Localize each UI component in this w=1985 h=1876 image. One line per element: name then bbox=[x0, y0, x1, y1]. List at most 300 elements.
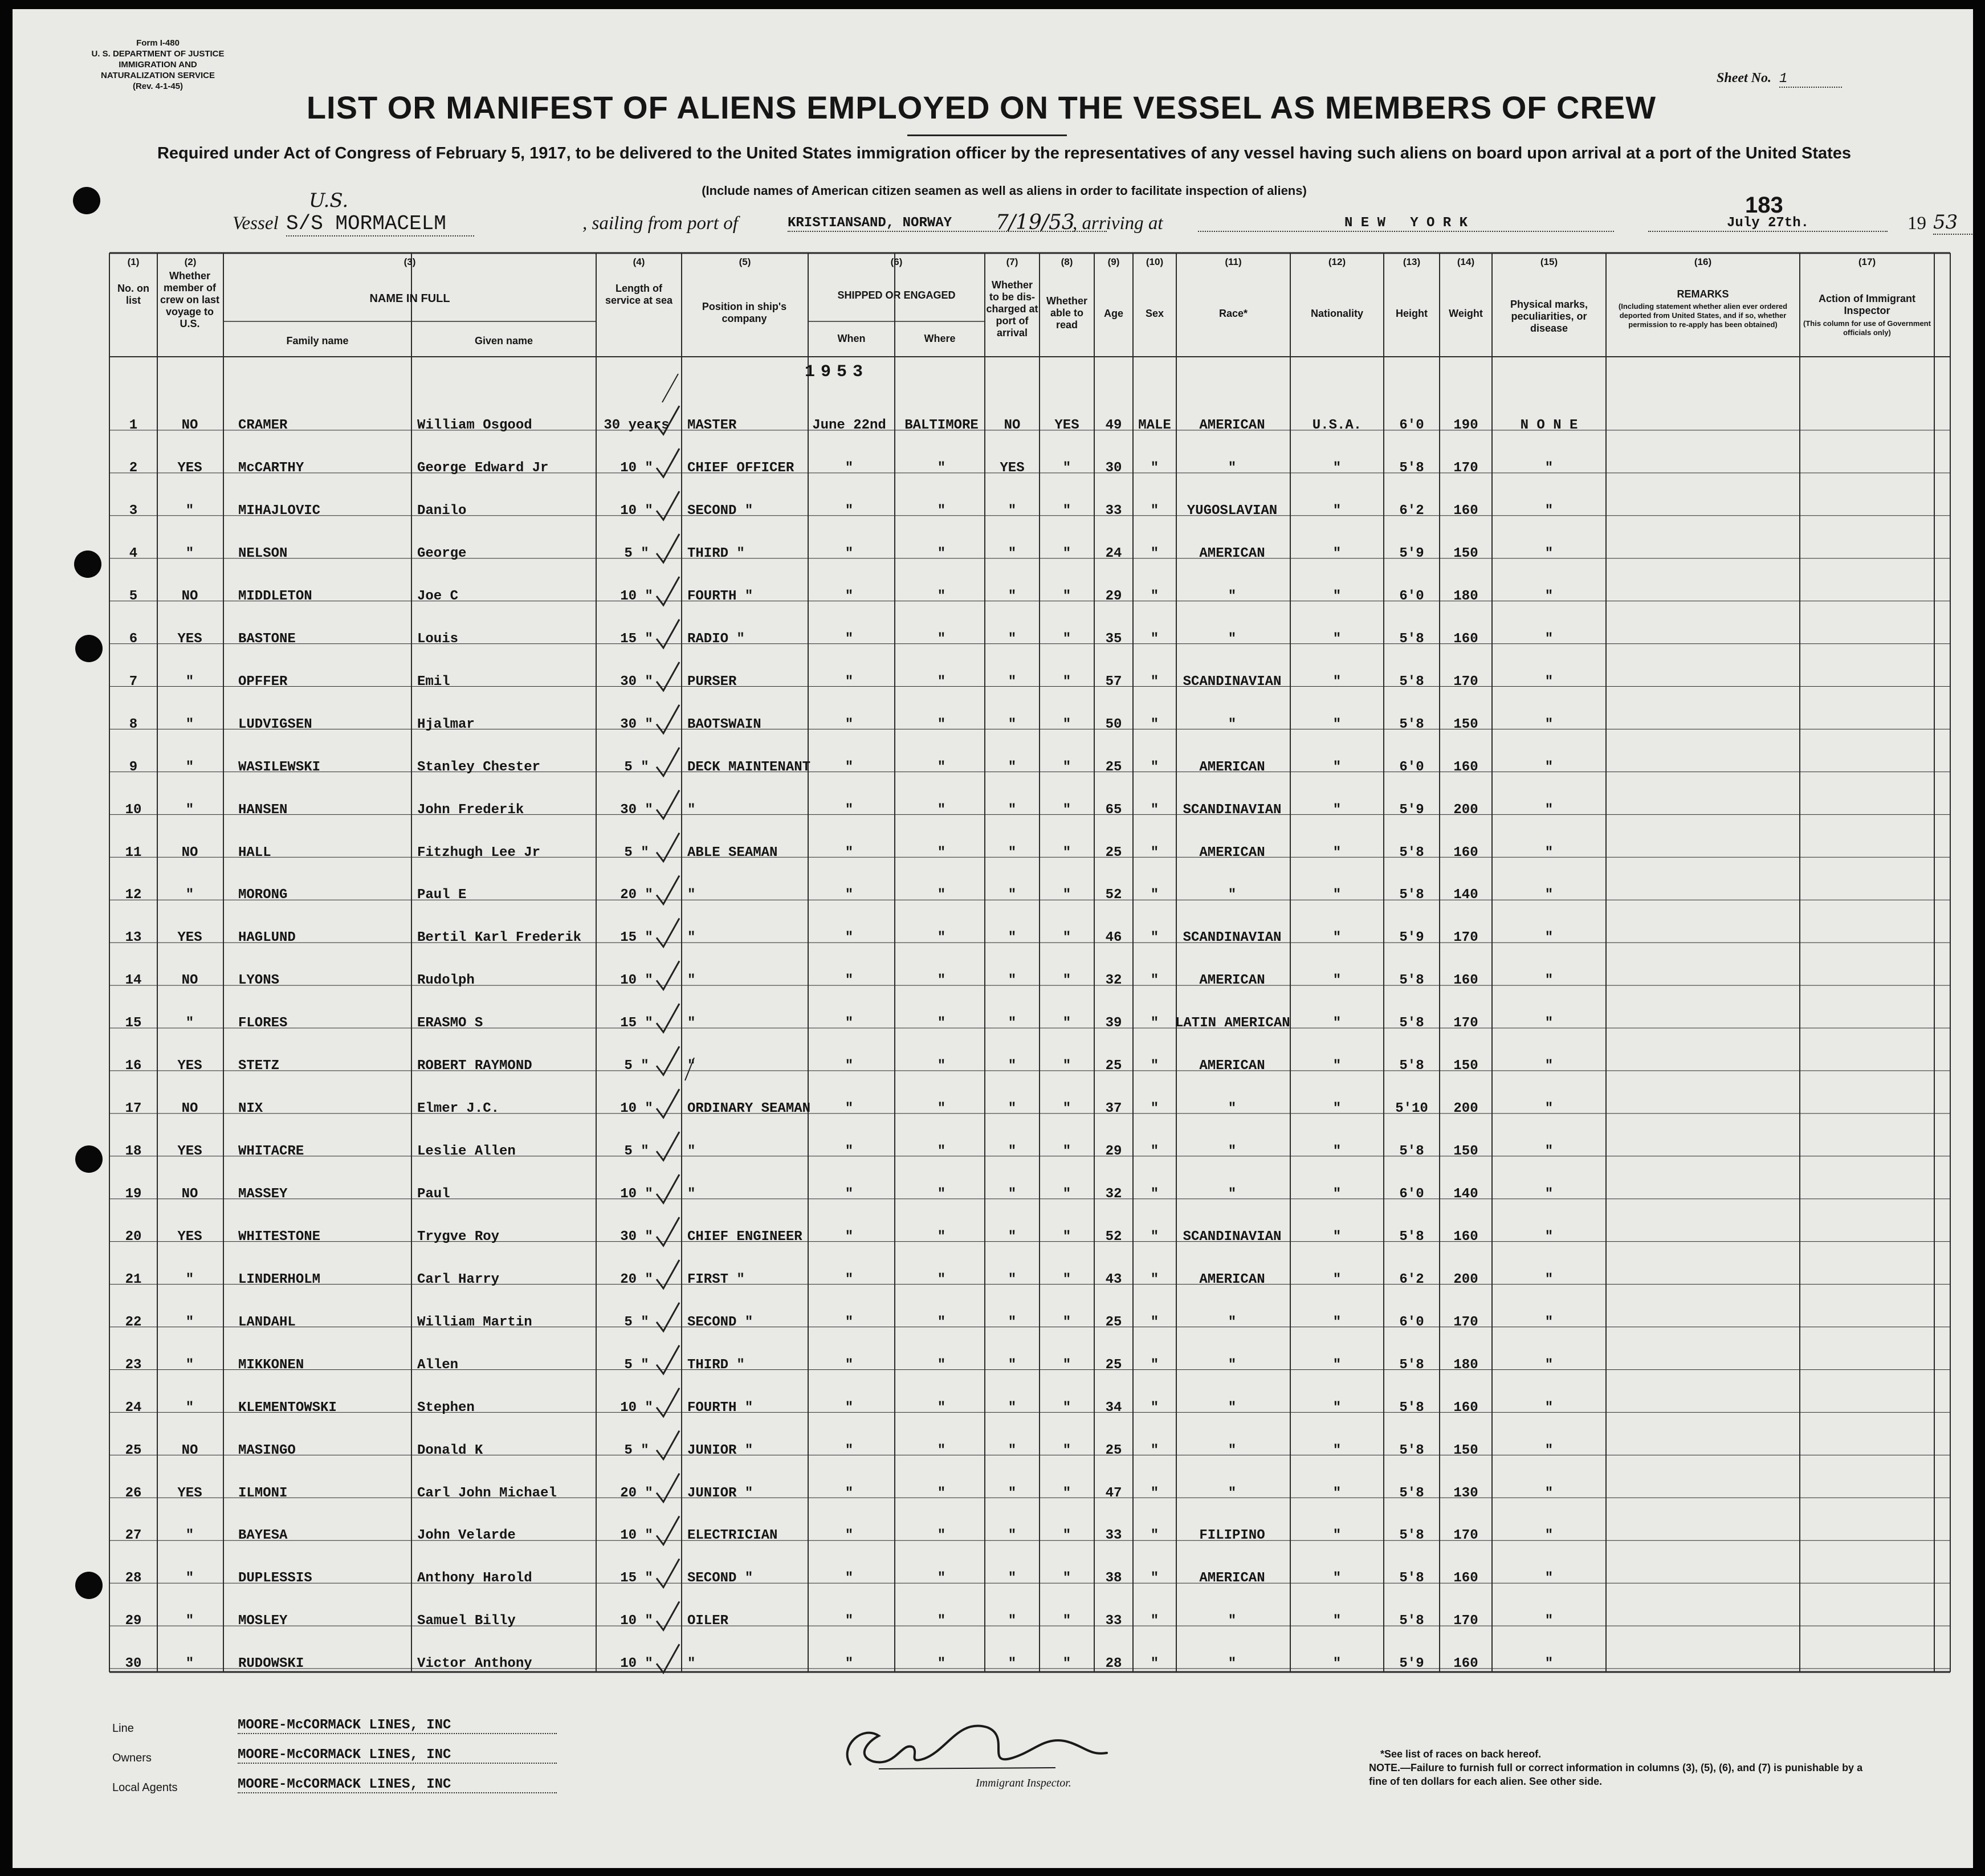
column-number: (15) bbox=[1540, 256, 1558, 267]
cell-family: FLORES bbox=[238, 1016, 288, 1031]
cell-age: 33 bbox=[1105, 503, 1122, 519]
cell-marks: " bbox=[1544, 716, 1554, 732]
agents-label: Local Agents bbox=[112, 1781, 178, 1794]
cell-given: Bertil Karl Frederik bbox=[417, 930, 582, 946]
sailing-label: , sailing from port of bbox=[582, 213, 738, 234]
cell-sex: " bbox=[1150, 546, 1159, 562]
sheet-number-label: Sheet No. bbox=[1717, 71, 1771, 85]
cell-position: RADIO " bbox=[687, 631, 745, 647]
cell-age: 49 bbox=[1105, 418, 1122, 434]
cell-prev: YES bbox=[177, 930, 202, 946]
cell-sex: " bbox=[1150, 503, 1159, 519]
cell-height: 5'8 bbox=[1399, 1357, 1424, 1373]
cell-family: NELSON bbox=[238, 546, 288, 562]
cell-when: " bbox=[845, 1613, 854, 1629]
cell-when: June 22nd bbox=[812, 418, 886, 434]
cell-position: " bbox=[687, 1058, 696, 1074]
cell-given: John Frederik bbox=[417, 802, 524, 818]
cell-height: 6'2 bbox=[1399, 1271, 1424, 1287]
cell-family: MASINGO bbox=[238, 1442, 296, 1458]
cell-family: OPFFER bbox=[238, 674, 288, 690]
cell-race: AMERICAN bbox=[1199, 1271, 1265, 1287]
cell-race: " bbox=[1228, 1400, 1237, 1416]
cell-where: " bbox=[937, 546, 946, 562]
cell-given: Paul E bbox=[417, 887, 467, 903]
cell-when: " bbox=[845, 1442, 854, 1458]
cell-no: 15 bbox=[125, 1016, 142, 1031]
cell-no: 13 bbox=[125, 930, 142, 946]
form-revision: (Rev. 4-1-45) bbox=[132, 81, 184, 91]
cell-sex: " bbox=[1150, 1271, 1159, 1287]
cell-given: Stanley Chester bbox=[417, 759, 541, 775]
cell-nationality: " bbox=[1332, 1101, 1342, 1117]
cell-weight: 160 bbox=[1453, 1656, 1478, 1672]
cell-position: CHIEF OFFICER bbox=[687, 460, 794, 476]
cell-given: Emil bbox=[417, 674, 450, 690]
cell-age: 33 bbox=[1105, 1613, 1122, 1629]
cell-when: " bbox=[845, 973, 854, 989]
cell-height: 5'8 bbox=[1399, 631, 1424, 647]
cell-age: 50 bbox=[1105, 716, 1122, 732]
inspector-signature bbox=[816, 1702, 1112, 1781]
col-header-read: Whether able to read bbox=[1046, 295, 1087, 331]
cell-nationality: " bbox=[1332, 1571, 1342, 1587]
cell-family: LANDAHL bbox=[238, 1314, 296, 1330]
cell-age: 47 bbox=[1105, 1485, 1122, 1501]
cell-weight: 140 bbox=[1453, 887, 1478, 903]
cell-discharged: " bbox=[1008, 1271, 1017, 1287]
cell-no: 20 bbox=[125, 1229, 142, 1245]
cell-service: 20 " bbox=[620, 887, 653, 903]
cell-position: " bbox=[687, 1144, 696, 1160]
cell-marks: " bbox=[1544, 1058, 1554, 1074]
cell-sex: " bbox=[1150, 1656, 1159, 1672]
cell-race: " bbox=[1228, 887, 1237, 903]
cell-service: 20 " bbox=[620, 1271, 653, 1287]
cell-position: SECOND " bbox=[687, 1571, 753, 1587]
cell-sex: " bbox=[1150, 460, 1159, 476]
cell-race: AMERICAN bbox=[1199, 759, 1265, 775]
col-header-shipped: SHIPPED OR ENGAGED bbox=[837, 289, 956, 301]
cell-nationality: " bbox=[1332, 1400, 1342, 1416]
cell-discharged: " bbox=[1008, 631, 1017, 647]
cell-service: 5 " bbox=[624, 1058, 649, 1074]
cell-height: 5'9 bbox=[1399, 930, 1424, 946]
cell-no: 9 bbox=[129, 759, 138, 775]
cell-prev: " bbox=[185, 1613, 194, 1629]
cell-marks: " bbox=[1544, 1485, 1554, 1501]
arrival-date: July 27th. bbox=[1648, 215, 1888, 232]
cell-race: " bbox=[1228, 716, 1237, 732]
agents-value: MOORE-McCORMACK LINES, INC bbox=[238, 1777, 557, 1793]
cell-age: 25 bbox=[1105, 1442, 1122, 1458]
col-header-no: No. on list bbox=[117, 283, 149, 306]
column-number: (11) bbox=[1225, 256, 1242, 267]
cell-sex: " bbox=[1150, 1485, 1159, 1501]
cell-nationality: " bbox=[1332, 716, 1342, 732]
cell-nationality: " bbox=[1332, 1186, 1342, 1202]
cell-service: 30 " bbox=[620, 1229, 653, 1245]
cell-when: " bbox=[845, 1357, 854, 1373]
reference-number: 183 bbox=[1745, 193, 1783, 218]
cell-prev: YES bbox=[177, 1058, 202, 1074]
col-header-height: Height bbox=[1396, 308, 1428, 319]
col-header-when: When bbox=[837, 333, 866, 344]
cell-when: " bbox=[845, 1528, 854, 1544]
cell-position: " bbox=[687, 1656, 696, 1672]
cell-when: " bbox=[845, 1058, 854, 1074]
cell-family: LINDERHOLM bbox=[238, 1271, 321, 1287]
cell-service: 10 " bbox=[620, 1613, 653, 1629]
cell-marks: " bbox=[1544, 1271, 1554, 1287]
cell-sex: " bbox=[1150, 716, 1159, 732]
cell-prev: NO bbox=[181, 1101, 198, 1117]
cell-where: " bbox=[937, 674, 946, 690]
cell-given: Louis bbox=[417, 631, 459, 647]
cell-height: 5'8 bbox=[1399, 887, 1424, 903]
cell-nationality: " bbox=[1332, 845, 1342, 860]
cell-prev: " bbox=[185, 802, 194, 818]
cell-marks: " bbox=[1544, 1400, 1554, 1416]
cell-height: 5'8 bbox=[1399, 716, 1424, 732]
cell-family: KLEMENTOWSKI bbox=[238, 1400, 337, 1416]
cell-position: FIRST " bbox=[687, 1271, 745, 1287]
cell-sex: " bbox=[1150, 887, 1159, 903]
cell-given: Paul bbox=[417, 1186, 450, 1202]
cell-race: " bbox=[1228, 1485, 1237, 1501]
cell-age: 25 bbox=[1105, 1357, 1122, 1373]
cell-discharged: " bbox=[1008, 1571, 1017, 1587]
cell-marks: " bbox=[1544, 973, 1554, 989]
cell-where: " bbox=[937, 1357, 946, 1373]
cell-given: Leslie Allen bbox=[417, 1144, 516, 1160]
cell-family: NIX bbox=[238, 1101, 263, 1117]
cell-position: ELECTRICIAN bbox=[687, 1528, 778, 1544]
cell-discharged: " bbox=[1008, 1656, 1017, 1672]
cell-race: " bbox=[1228, 460, 1237, 476]
cell-height: 5'8 bbox=[1399, 1229, 1424, 1245]
cell-nationality: " bbox=[1332, 631, 1342, 647]
cell-age: 52 bbox=[1105, 1229, 1122, 1245]
col-header-given: Given name bbox=[474, 335, 533, 346]
col-header-remarks: REMARKS bbox=[1677, 288, 1729, 300]
cell-when: " bbox=[845, 503, 854, 519]
year-prefix: 19 bbox=[1907, 213, 1926, 234]
cell-weight: 160 bbox=[1453, 631, 1478, 647]
col-header-position: Position in ship's company bbox=[702, 301, 787, 324]
cell-marks: " bbox=[1544, 460, 1554, 476]
col-header-race: Race* bbox=[1218, 308, 1248, 319]
cell-discharged: " bbox=[1008, 1528, 1017, 1544]
cell-race: SCANDINAVIAN bbox=[1183, 674, 1282, 690]
cell-sex: " bbox=[1150, 631, 1159, 647]
cell-no: 1 bbox=[129, 418, 138, 434]
cell-given: Danilo bbox=[417, 503, 467, 519]
cell-where: " bbox=[937, 1656, 946, 1672]
col-header-where: Where bbox=[924, 333, 956, 344]
cell-nationality: " bbox=[1332, 1485, 1342, 1501]
cell-age: 46 bbox=[1105, 930, 1122, 946]
cell-weight: 160 bbox=[1453, 759, 1478, 775]
line-label: Line bbox=[112, 1722, 134, 1735]
cell-given: William Martin bbox=[417, 1314, 532, 1330]
footer-notes bbox=[1369, 1747, 1870, 1788]
cell-given: Allen bbox=[417, 1357, 459, 1373]
cell-nationality: " bbox=[1332, 1314, 1342, 1330]
cell-when: " bbox=[845, 588, 854, 604]
cell-age: 25 bbox=[1105, 845, 1122, 860]
cell-marks: " bbox=[1544, 1314, 1554, 1330]
cell-sex: " bbox=[1150, 1229, 1159, 1245]
col-header-weight: Weight bbox=[1449, 308, 1483, 319]
col-header-discharged: Whether to be dis-charged at port of arrival bbox=[986, 279, 1038, 339]
cell-race: YUGOSLAVIAN bbox=[1187, 503, 1278, 519]
cell-prev: " bbox=[185, 1528, 194, 1544]
column-number: (8) bbox=[1061, 256, 1073, 267]
cell-given: John Velarde bbox=[417, 1528, 516, 1544]
cell-nationality: " bbox=[1332, 1058, 1342, 1074]
cell-read: " bbox=[1062, 546, 1071, 562]
page-subnote: (Include names of American citizen seamen as well as aliens in order to facilitate inspection of aliens) bbox=[702, 183, 1307, 198]
cell-when: " bbox=[845, 674, 854, 690]
column-number: (14) bbox=[1457, 256, 1475, 267]
col-header-age: Age bbox=[1103, 308, 1123, 319]
cell-position: JUNIOR " bbox=[687, 1485, 753, 1501]
cell-no: 6 bbox=[129, 631, 138, 647]
cell-marks: " bbox=[1544, 1613, 1554, 1629]
cell-where: " bbox=[937, 1528, 946, 1544]
cell-family: MORONG bbox=[238, 887, 288, 903]
column-number: (17) bbox=[1858, 256, 1876, 267]
cell-race: " bbox=[1228, 631, 1237, 647]
cell-age: 52 bbox=[1105, 887, 1122, 903]
cell-marks: " bbox=[1544, 503, 1554, 519]
column-number: (12) bbox=[1328, 256, 1346, 267]
form-identifier bbox=[81, 38, 235, 92]
cell-age: 43 bbox=[1105, 1271, 1122, 1287]
binder-hole bbox=[73, 187, 100, 214]
cell-age: 34 bbox=[1105, 1400, 1122, 1416]
cell-discharged: " bbox=[1008, 1314, 1017, 1330]
cell-discharged: " bbox=[1008, 1400, 1017, 1416]
column-number: (1) bbox=[127, 256, 140, 267]
cell-prev: YES bbox=[177, 631, 202, 647]
cell-discharged: " bbox=[1008, 1058, 1017, 1074]
cell-marks: " bbox=[1544, 1229, 1554, 1245]
cell-where: " bbox=[937, 973, 946, 989]
cell-family: WHITESTONE bbox=[238, 1229, 321, 1245]
owners-label: Owners bbox=[112, 1752, 152, 1764]
cell-read: YES bbox=[1054, 418, 1079, 434]
year-suffix: 53 bbox=[1933, 211, 1973, 235]
cell-discharged: " bbox=[1008, 503, 1017, 519]
cell-position: ABLE SEAMAN bbox=[687, 845, 778, 860]
cell-discharged: " bbox=[1008, 1485, 1017, 1501]
cell-nationality: " bbox=[1332, 1229, 1342, 1245]
cell-given: William Osgood bbox=[417, 418, 532, 434]
column-number: (5) bbox=[739, 256, 751, 267]
cell-prev: " bbox=[185, 887, 194, 903]
cell-discharged: " bbox=[1008, 1442, 1017, 1458]
cell-race: FILIPINO bbox=[1199, 1528, 1265, 1544]
cell-prev: NO bbox=[181, 973, 198, 989]
cell-height: 6'0 bbox=[1399, 1314, 1424, 1330]
cell-nationality: " bbox=[1332, 759, 1342, 775]
footer-agents-row bbox=[112, 1777, 451, 1795]
cell-where: " bbox=[937, 1271, 946, 1287]
cell-read: " bbox=[1062, 973, 1071, 989]
cell-height: 6'0 bbox=[1399, 588, 1424, 604]
cell-family: LUDVIGSEN bbox=[238, 716, 312, 732]
cell-race: SCANDINAVIAN bbox=[1183, 1229, 1282, 1245]
cell-read: " bbox=[1062, 503, 1071, 519]
cell-service: 10 " bbox=[620, 503, 653, 519]
cell-discharged: " bbox=[1008, 1229, 1017, 1245]
cell-service: 10 " bbox=[620, 1400, 653, 1416]
cell-weight: 150 bbox=[1453, 716, 1478, 732]
cell-no: 5 bbox=[129, 588, 138, 604]
cell-prev: " bbox=[185, 1271, 194, 1287]
cell-prev: " bbox=[185, 503, 194, 519]
penalty-note: NOTE.—Failure to furnish full or correct information in columns (3), (5), (6), and (7) is punishable by a fine of ten dollars for each alien. See other side. bbox=[1369, 1762, 1863, 1787]
cell-when: " bbox=[845, 930, 854, 946]
cell-race: " bbox=[1228, 1656, 1237, 1672]
cell-height: 6'2 bbox=[1399, 503, 1424, 519]
cell-prev: " bbox=[185, 674, 194, 690]
cell-height: 5'8 bbox=[1399, 674, 1424, 690]
cell-where: " bbox=[937, 759, 946, 775]
shipped-year-note: 1953 bbox=[805, 362, 869, 382]
cell-when: " bbox=[845, 1571, 854, 1587]
cell-prev: YES bbox=[177, 460, 202, 476]
cell-family: ILMONI bbox=[238, 1485, 288, 1501]
cell-no: 21 bbox=[125, 1271, 142, 1287]
cell-weight: 200 bbox=[1453, 1271, 1478, 1287]
cell-family: HALL bbox=[238, 845, 271, 860]
cell-where: " bbox=[937, 460, 946, 476]
cell-position: " bbox=[687, 973, 696, 989]
cell-nationality: " bbox=[1332, 1016, 1342, 1031]
cell-marks: " bbox=[1544, 1528, 1554, 1544]
sailing-port: KRISTIANSAND, NORWAY bbox=[788, 215, 1107, 232]
cell-discharged: " bbox=[1008, 1101, 1017, 1117]
cell-age: 32 bbox=[1105, 1186, 1122, 1202]
cell-nationality: " bbox=[1332, 1656, 1342, 1672]
sailing-date: 7/19/53 bbox=[996, 211, 1075, 234]
cell-position: SECOND " bbox=[687, 1314, 753, 1330]
cell-when: " bbox=[845, 1186, 854, 1202]
cell-weight: 170 bbox=[1453, 1613, 1478, 1629]
cell-height: 5'8 bbox=[1399, 1485, 1424, 1501]
cell-age: 39 bbox=[1105, 1016, 1122, 1031]
cell-service: 10 " bbox=[620, 1186, 653, 1202]
cell-prev: NO bbox=[181, 418, 198, 434]
cell-family: LYONS bbox=[238, 973, 280, 989]
cell-where: " bbox=[937, 1442, 946, 1458]
cell-sex: " bbox=[1150, 973, 1159, 989]
cell-family: McCARTHY bbox=[238, 460, 304, 476]
cell-when: " bbox=[845, 1485, 854, 1501]
cell-read: " bbox=[1062, 887, 1071, 903]
cell-position: FOURTH " bbox=[687, 588, 753, 604]
cell-position: PURSER bbox=[687, 674, 737, 690]
cell-read: " bbox=[1062, 1229, 1071, 1245]
col-header-nationality: Nationality bbox=[1310, 308, 1363, 319]
cell-given: Rudolph bbox=[417, 973, 475, 989]
cell-discharged: " bbox=[1008, 973, 1017, 989]
cell-given: Joe C bbox=[417, 588, 459, 604]
cell-service: 5 " bbox=[624, 1144, 649, 1160]
page-title: LIST OR MANIFEST OF ALIENS EMPLOYED ON THE VESSEL AS MEMBERS OF CREW bbox=[306, 89, 1657, 125]
cell-age: 29 bbox=[1105, 588, 1122, 604]
cell-read: " bbox=[1062, 1528, 1071, 1544]
cell-sex: " bbox=[1150, 588, 1159, 604]
cell-family: WASILEWSKI bbox=[238, 759, 321, 775]
cell-sex: " bbox=[1150, 1400, 1159, 1416]
cell-read: " bbox=[1062, 631, 1071, 647]
arriving-label: , arriving at bbox=[1073, 213, 1163, 234]
vessel-label: Vessel bbox=[233, 213, 279, 234]
cell-sex: " bbox=[1150, 1101, 1159, 1117]
cell-family: HAGLUND bbox=[238, 930, 296, 946]
cell-no: 14 bbox=[125, 973, 142, 989]
cell-height: 5'9 bbox=[1399, 1656, 1424, 1672]
col-header-sex: Sex bbox=[1145, 308, 1164, 319]
cell-marks: " bbox=[1544, 845, 1554, 860]
cell-when: " bbox=[845, 1144, 854, 1160]
cell-nationality: " bbox=[1332, 1144, 1342, 1160]
cell-position: THIRD " bbox=[687, 1357, 745, 1373]
cell-position: ORDINARY SEAMAN bbox=[687, 1101, 811, 1117]
col-header-prev-voyage: Whether member of crew on last voyage to U.S. bbox=[160, 270, 220, 329]
cell-read: " bbox=[1062, 674, 1071, 690]
column-number: (16) bbox=[1694, 256, 1712, 267]
cell-position: THIRD " bbox=[687, 546, 745, 562]
cell-no: 12 bbox=[125, 887, 142, 903]
cell-position: DECK MAINTENANT bbox=[687, 759, 811, 775]
cell-weight: 160 bbox=[1453, 845, 1478, 860]
cell-family: WHITACRE bbox=[238, 1144, 304, 1160]
cell-nationality: " bbox=[1332, 1442, 1342, 1458]
cell-age: 30 bbox=[1105, 460, 1122, 476]
cell-where: " bbox=[937, 1400, 946, 1416]
cell-prev: " bbox=[185, 1357, 194, 1373]
cell-read: " bbox=[1062, 1571, 1071, 1587]
inspector-label: Immigrant Inspector. bbox=[976, 1777, 1071, 1789]
cell-sex: " bbox=[1150, 1613, 1159, 1629]
cell-height: 5'8 bbox=[1399, 1613, 1424, 1629]
cell-where: " bbox=[937, 930, 946, 946]
cell-height: 5'8 bbox=[1399, 460, 1424, 476]
cell-service: 10 " bbox=[620, 1656, 653, 1672]
cell-read: " bbox=[1062, 1357, 1071, 1373]
cell-discharged: " bbox=[1008, 674, 1017, 690]
cell-no: 25 bbox=[125, 1442, 142, 1458]
cell-discharged: " bbox=[1008, 588, 1017, 604]
cell-weight: 170 bbox=[1453, 930, 1478, 946]
cell-discharged: " bbox=[1008, 887, 1017, 903]
cell-family: DUPLESSIS bbox=[238, 1571, 312, 1587]
footer-line-row bbox=[112, 1718, 451, 1735]
cell-race: AMERICAN bbox=[1199, 546, 1265, 562]
col-header-family: Family name bbox=[286, 335, 349, 346]
col-header-service: Length of service at sea bbox=[605, 283, 673, 306]
cell-no: 26 bbox=[125, 1485, 142, 1501]
cell-height: 6'0 bbox=[1399, 759, 1424, 775]
col-header-remarks-note: (Including statement whether alien ever ordered deported from United States, and if so, whether permission to re-apply has been obtained) bbox=[1618, 302, 1788, 329]
cell-race: " bbox=[1228, 1314, 1237, 1330]
cell-age: 33 bbox=[1105, 1528, 1122, 1544]
